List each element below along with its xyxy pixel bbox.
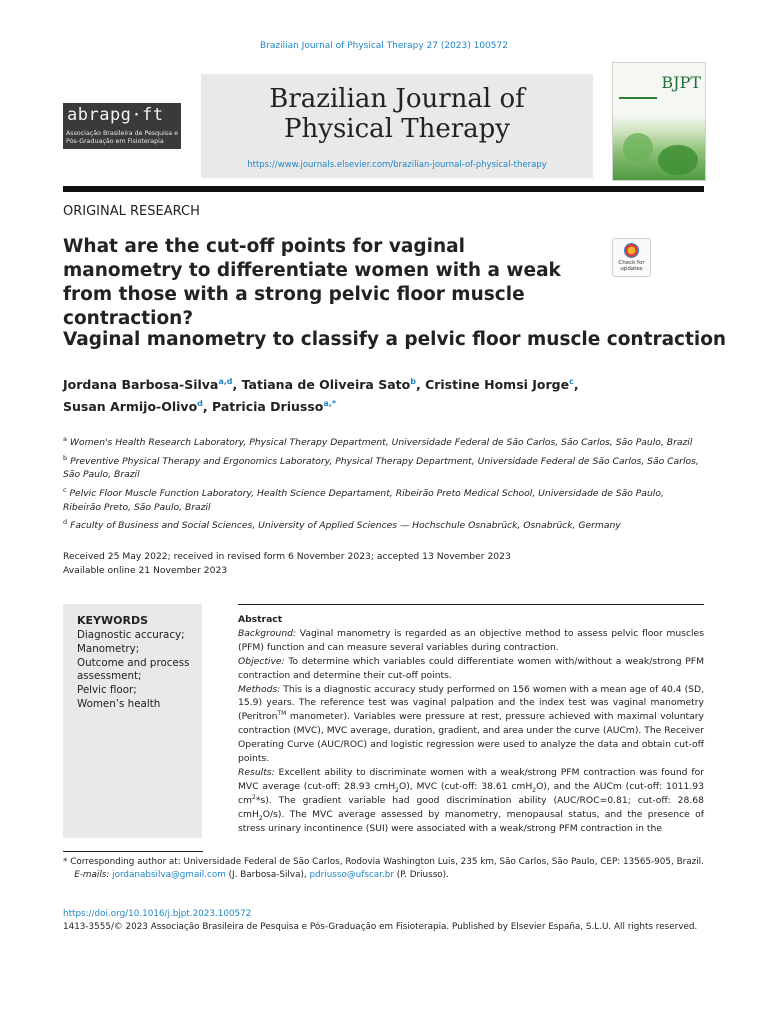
journal-url-link[interactable]: https://www.journals.elsevier.com/brazilian-journal-of-physical-therapy [247, 160, 547, 170]
header-rule [63, 186, 704, 192]
cover-leaf [658, 145, 698, 175]
affiliation-item [63, 484, 704, 514]
affiliation-marker: b [63, 453, 68, 462]
abstract-text: O/s). The MVC average assessed by manometry, menopausal status, and the presence of stress urinary incontinence (SUI) were associated with a weak/strong PFM contraction in the [238, 808, 704, 834]
cover-abbrev: BJPT [661, 73, 701, 92]
author-affiliation-link[interactable]: d [197, 399, 203, 409]
abstract-background [238, 627, 704, 655]
keyword-item: Outcome and process assessment; [77, 656, 190, 683]
affiliation-item [63, 516, 704, 533]
affiliation-text: Women's Health Research Laboratory, Physical Therapy Department, Universidade Federal de São Carlos, São Carlos, São Paulo, Brazil [69, 437, 693, 449]
author-name: Tatiana de Oliveira Sato [241, 377, 411, 393]
keyword-item: Diagnostic accuracy; [77, 629, 185, 641]
abstract-rule [238, 604, 704, 605]
emails-label: E-mails: [74, 870, 110, 881]
abstract-text: Excellent ability to discriminate women with a weak/strong PFM contraction was found for MVC average (cut-off: 28.93 cmH [238, 766, 704, 792]
article-title: What are the cut-off points for vaginal manometry to differentiate women with a weak from those with a strong pelvic floor muscle contraction? [63, 236, 561, 329]
email-link[interactable]: jordanabsilva@gmail.com [112, 870, 226, 881]
doi-link[interactable]: https://doi.org/10.1016/j.bjpt.2023.100572 [63, 909, 252, 919]
abstract-heading: Abstract [238, 614, 283, 625]
abstract-text: Vaginal manometry is regarded as an objective method to assess pelvic floor muscles (PFM) function and can measure several variables during contraction. [238, 627, 704, 653]
superscript: 2 [252, 793, 256, 801]
received-dates: Received 25 May 2022; received in revised form 6 November 2023; accepted 13 November 2023 [63, 551, 511, 562]
copyright-notice: 1413-3555/© 2023 Associação Brasileira de Pesquisa e Pós-Graduação em Fisioterapia. Published by Elsevier España, S.L.U. All rights reserved. [63, 922, 698, 932]
affiliation-item [63, 452, 704, 482]
affiliation-marker: d [63, 518, 68, 527]
keyword-item: Women’s health [77, 697, 161, 710]
keyword-item: Manometry; [77, 642, 140, 655]
journal-title-line: Brazilian Journal of [269, 84, 525, 114]
author-affiliation-link[interactable]: a,d [218, 377, 233, 386]
abstract-results [238, 766, 704, 836]
corresponding-author-note: * Corresponding author at: Universidade Federal de São Carlos, Rodovia Washington Luis, 235 km, São Carlos, São Paulo, CEP: 13565-905, Brazil. [63, 857, 704, 867]
section-label: ORIGINAL RESEARCH [63, 204, 200, 219]
abstract-text: To determine which variables could differentiate women with/without a weak/strong PFM contraction and determine their cut-off points. [238, 655, 704, 681]
abstract-text: *s). The gradient variable had good discrimination ability (AUC/ROC=0.81; cut-off: 28.68 cmH [238, 794, 704, 820]
article-dates [63, 550, 511, 578]
check-updates-label [613, 260, 650, 272]
keywords-box [63, 604, 202, 838]
journal-masthead [201, 74, 593, 178]
society-logo-text: abrapg·ft [67, 105, 164, 125]
author-separator: , [573, 377, 579, 393]
affiliation-text: Pelvic Floor Muscle Function Laboratory, Health Science Departament, Ribeirão Preto Medical School, Universidade de São Paulo, Ribeirão Preto, São Paulo, Brazil [63, 487, 664, 513]
abstract [238, 613, 704, 836]
abstract-lead: Results: [238, 766, 275, 778]
subscript: 2 [258, 814, 263, 822]
abstract-text: This is a diagnostic accuracy study performed on 156 women with a mean age of 40.4 (SD, 15.9) years. The reference test was vaginal palpation and the index test was vaginal manometry (Peritron [238, 683, 704, 723]
abstract-text: O), MVC (cut-off: 38.61 cmH [398, 780, 533, 792]
abstract-text: O), and the AUCm (cut-off: 1011.93 cm [238, 780, 704, 806]
subscript: 2 [395, 786, 399, 794]
check-updates-label-line: updates [620, 266, 643, 272]
abstract-lead: Objective: [238, 655, 285, 667]
trademark-mark: TM [277, 710, 287, 718]
author-affiliation-link[interactable]: b [410, 377, 416, 386]
society-logo [63, 103, 181, 149]
article-subtitle: Vaginal manometry to classify a pelvic floor muscle contraction [63, 329, 727, 350]
available-online-date: Available online 21 November 2023 [63, 565, 228, 576]
abstract-objective [238, 655, 704, 683]
affiliation-text: Faculty of Business and Social Sciences, University of Applied Sciences — Hochschule Osnabrück, Osnabrück, Germany [70, 520, 621, 532]
affiliation-marker: c [63, 485, 67, 494]
society-logo-subtitle [66, 130, 180, 146]
journal-reference[interactable]: Brazilian Journal of Physical Therapy 27 (2023) 100572 [259, 41, 508, 51]
check-for-updates-button[interactable] [612, 238, 651, 277]
journal-title [201, 84, 593, 144]
keyword-item: Pelvic floor; [77, 684, 137, 697]
abstract-lead: Background: [238, 627, 297, 639]
cover-leaf [623, 133, 653, 163]
abstract-text: manometer). Variables were pressure at rest, pressure achieved with maximal voluntary contraction (MVC), MVC average, duration, gradient, and area under the curve (AUCm). The Receiver Operating Curve (AUC/ROC) and logistic regression were used to analyze the data and obtain cut-off points. [238, 711, 704, 765]
journal-title-line: Physical Therapy [284, 114, 510, 144]
journal-cover-image [612, 62, 706, 181]
email-owner: (J. Barbosa-Silva), [225, 870, 310, 881]
footnote-rule [63, 851, 203, 852]
abstract-lead: Methods: [238, 683, 281, 695]
affiliation-text: Preventive Physical Therapy and Ergonomics Laboratory, Physical Therapy Department, Universidade Federal de São Carlos, São Carlos, São Paulo, Brazil [63, 455, 699, 481]
keywords-title: KEYWORDS [77, 614, 149, 627]
author-name: Susan Armijo-Olivo [63, 399, 198, 415]
email-link[interactable]: pdriusso@ufscar.br [309, 870, 394, 881]
footnote [63, 856, 704, 883]
society-logo-subtitle-line: Pós-Graduação em Fisioterapia [66, 138, 164, 145]
keywords-list [77, 629, 199, 712]
affiliation-item [63, 433, 704, 450]
abstract-methods [238, 683, 704, 766]
author-name: Cristine Homsi Jorge [425, 377, 570, 393]
author-name: Jordana Barbosa-Silva [63, 377, 219, 393]
author-separator: , [232, 377, 242, 393]
affiliations [63, 433, 704, 535]
author-separator: , [202, 399, 213, 415]
emails-line [63, 869, 704, 882]
author-list [63, 372, 704, 416]
check-updates-icon [624, 243, 639, 258]
email-owner: (P. Driusso). [393, 870, 449, 881]
subscript: 2 [532, 786, 537, 794]
author-separator: , [415, 377, 426, 393]
author-name: Patricia Driusso [212, 399, 324, 415]
cover-bar [619, 97, 657, 99]
corresponding-author-link[interactable]: a,* [323, 399, 336, 409]
author-affiliation-link[interactable]: c [569, 377, 574, 386]
check-updates-label-line: Check for [618, 260, 645, 266]
society-logo-subtitle-line: Associação Brasileira de Pesquisa e [66, 130, 178, 137]
affiliation-marker: a [63, 435, 67, 443]
